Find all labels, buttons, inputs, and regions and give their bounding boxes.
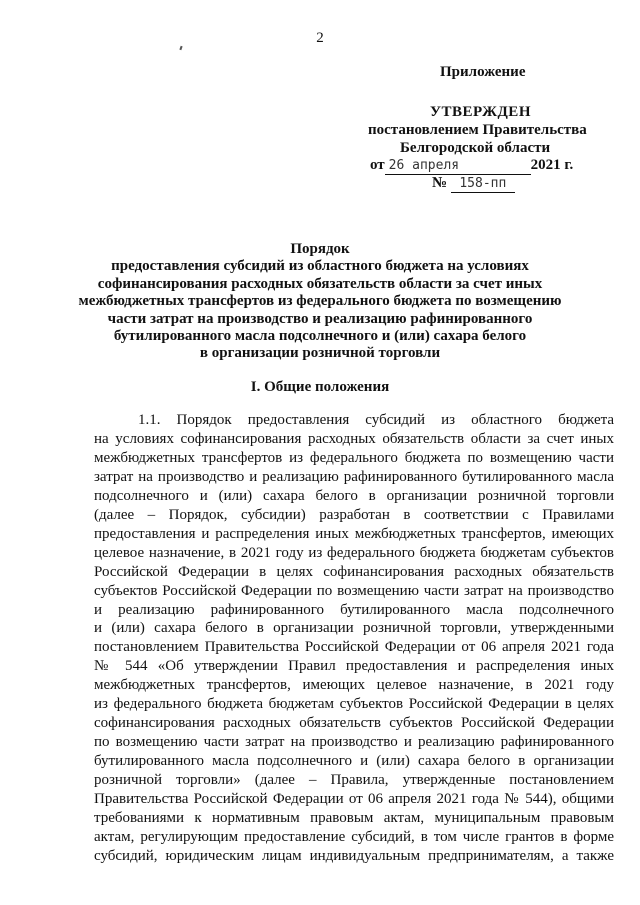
paragraph-line: и (или) сахара белого в организации розничной торговли, утвержденными xyxy=(94,620,614,637)
paragraph-line: межбюджетных трансфертов из федерального бюджета по возмещению части xyxy=(94,449,614,466)
date-field xyxy=(385,157,531,175)
paragraph-line: розничной торговли» (далее – Правила, утвержденные постановлением xyxy=(94,772,614,789)
date-prefix: от xyxy=(370,157,385,173)
appendix-label: Приложение xyxy=(440,64,526,80)
paragraph-line: Российской Федерации в целях софинансирования расходных обязательств xyxy=(94,563,614,580)
paragraph-line: бутилированного масла подсолнечного и (или) сахара белого в организации xyxy=(94,753,614,770)
approval-date xyxy=(370,157,573,175)
paragraph-line: постановлением Правительства Российской Федерации от 06 апреля 2021 года xyxy=(94,639,614,656)
title-line: софинансирования расходных обязательств области за счет иных xyxy=(97,275,543,292)
title-line: части затрат на производство и реализацию рафинированного xyxy=(107,310,533,327)
paragraph-line: межбюджетных трансфертов, имеющих целевое назначение, в 2021 году xyxy=(94,677,614,694)
paragraph-line: Правительства Российской Федерации от 06 апреля 2021 года № 544), общими xyxy=(94,791,614,808)
document-title xyxy=(60,241,580,363)
paragraph-line: затрат на производство и реализацию рафинированного бутилированного масла xyxy=(94,468,614,485)
paragraph-line: на условиях софинансирования расходных обязательств области за счет иных xyxy=(94,430,614,447)
paragraph-line: целевое назначение, в 2021 году из федерального бюджета бюджетам субъектов xyxy=(94,544,614,561)
number-field xyxy=(451,175,515,193)
approval-year: 2021 г. xyxy=(530,157,574,173)
paragraph-line: (далее – Порядок, субсидии) разработан в соответствии с Правилами xyxy=(94,506,614,523)
paragraph-line: 1.1. Порядок предоставления субсидий из областного бюджета xyxy=(138,412,614,428)
title-line: бутилированного масла подсолнечного и (или) сахара белого xyxy=(113,328,527,345)
paragraph-line: по возмещению части затрат на производство и реализацию рафинированного xyxy=(94,734,614,751)
paragraph-line: требованиями к нормативным правовым актам, муниципальным правовым xyxy=(94,810,614,827)
title-line: Порядок xyxy=(290,241,350,257)
paragraph-line: софинансирования расходных обязательств субъектов Российской Федерации xyxy=(94,715,614,732)
handwritten-number: 158-пп xyxy=(459,176,507,191)
region-label: Белгородской области xyxy=(400,140,551,156)
paragraph-line: предоставления и распределения иных межбюджетных трансфертов, имеющих xyxy=(94,525,614,542)
approval-number xyxy=(432,175,515,193)
decree-label: постановлением Правительства xyxy=(368,122,587,138)
title-line: в организации розничной торговли xyxy=(199,345,441,362)
page-number: 2 xyxy=(316,30,324,46)
section-heading: I. Общие положения xyxy=(250,379,390,395)
paragraph-line: субсидий, юридическим лицам индивидуальным предпринимателям, а также xyxy=(94,847,614,864)
title-line: предоставления субсидий из областного бюджета на условиях xyxy=(111,258,529,275)
paragraph-1-1 xyxy=(94,411,614,866)
paragraph-line: подсолнечного и (или) сахара белого в организации розничной торговли xyxy=(94,487,614,504)
number-prefix: № xyxy=(432,175,448,191)
handwritten-date: 26 апреля xyxy=(388,158,460,173)
approved-label: УТВЕРЖДЕН xyxy=(430,104,531,120)
paragraph-line: субъектов Российской Федерации по возмещению части затрат на производство xyxy=(94,582,614,599)
paragraph-line: из федерального бюджета бюджетам субъектов Российской Федерации в целях xyxy=(94,696,614,713)
title-line: межбюджетных трансфертов из федерального бюджета по возмещению xyxy=(78,293,562,310)
paragraph-line: и реализацию рафинированного бутилированного масла подсолнечного xyxy=(94,601,614,618)
paragraph-line: актам, регулирующим предоставление субсидий, в том числе грантов в форме xyxy=(94,828,614,845)
scan-speck xyxy=(179,46,182,50)
paragraph-line: № 544 «Об утверждении Правил предоставления и распределения иных xyxy=(94,658,614,675)
